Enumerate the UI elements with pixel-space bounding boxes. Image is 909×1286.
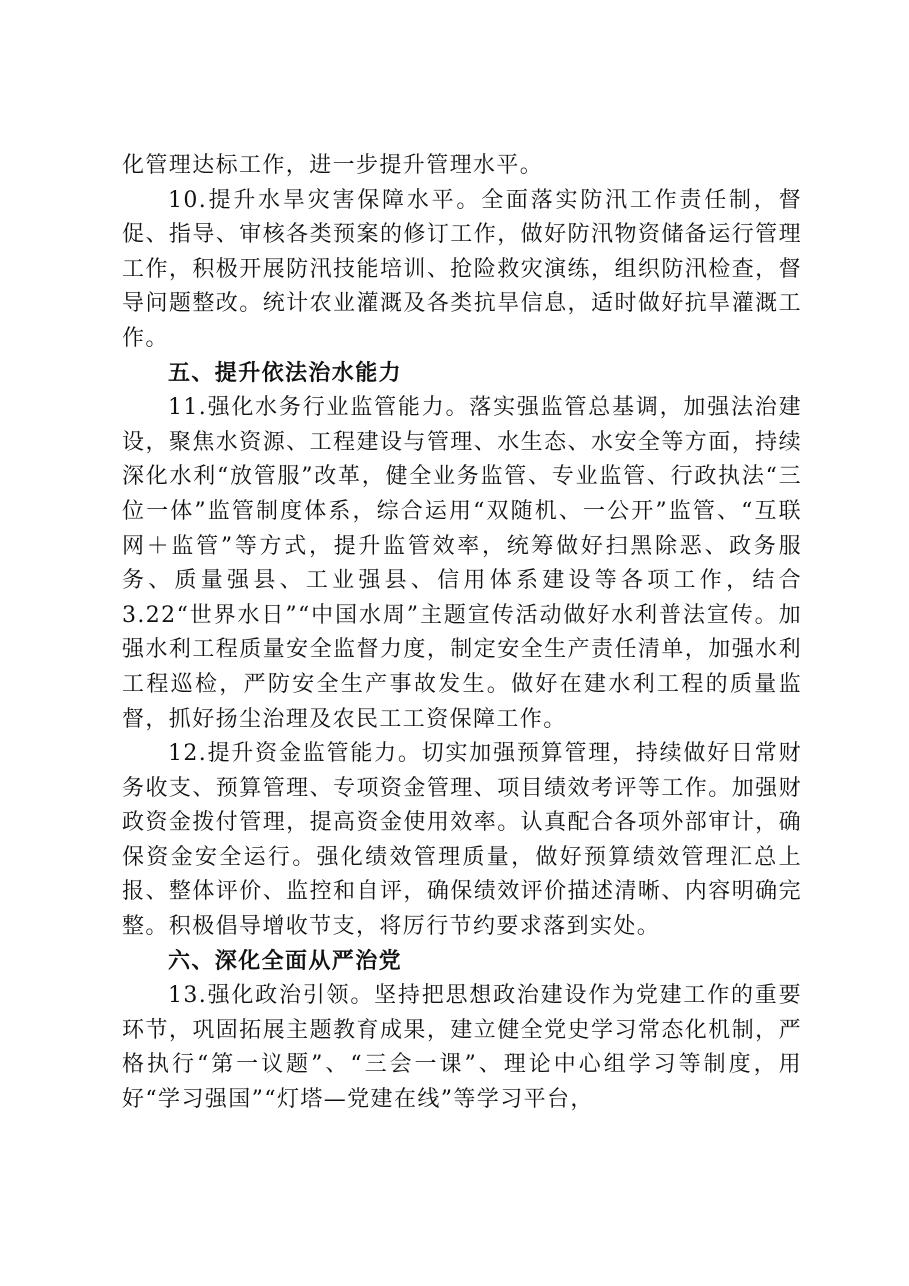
- paragraph-continuation: 化管理达标工作，进一步提升管理水平。: [122, 153, 544, 178]
- paragraph-item-11: 11.强化水务行业监管能力。落实强监管总基调，加强法治建设，聚焦水资源、工程建设与管理、水生态、水安全等方面，持续深化水利“放管服”改革，健全业务监管、专业监管、行政执法“三位一体”监管制度体系，综合运用“双随机、一公开”监管、“互联网＋监管”等方式，提升监管效率，统筹做好扫黑除恶、政务服务、质量强县、工业强县、信用体系建设等各项工作，结合3.22“世界水日”“中国水周”主题宣传活动做好水利普法宣传。加强水利工程质量安全监督力度，制定安全生产责任清单，加强水利工程巡检，严防安全生产事故发生。做好在建水利工程的质量监督，抓好扬尘治理及农民工工资保障工作。: [122, 395, 802, 732]
- section-heading-6: 六、深化全面从严治党: [168, 948, 403, 974]
- paragraph-item-13: 13.强化政治引领。坚持把思想政治建设作为党建工作的重要环节，巩固拓展主题教育成果，建立健全党史学习常态化机制，严格执行“第一议题”、“三会一课”、理论中心组学习等制度，用好“学习强国”“灯塔—党建在线”等学习平台，: [122, 983, 802, 1113]
- document-body: [122, 149, 802, 1118]
- paragraph-item-12: 12.提升资金监管能力。切实加强预算管理，持续做好日常财务收支、预算管理、专项资金管理、项目绩效考评等工作。加强财政资金拨付管理，提高资金使用效率。认真配合各项外部审计，确保资金安全运行。强化绩效管理质量，做好预算绩效管理汇总上报、整体评价、监控和自评，确保绩效评价描述清晰、内容明确完整。积极倡导增收节支，将厉行节约要求落到实处。: [122, 741, 802, 940]
- section-heading-5: 五、提升依法治水能力: [168, 360, 403, 386]
- paragraph-item-10: 10.提升水旱灾害保障水平。全面落实防汛工作责任制，督促、指导、审核各类预案的修订工作，做好防汛物资储备运行管理工作，积极开展防汛技能培训、抢险救灾演练，组织防汛检查，督导问题整改。统计农业灌溉及各类抗旱信息，适时做好抗旱灌溉工作。: [122, 187, 802, 351]
